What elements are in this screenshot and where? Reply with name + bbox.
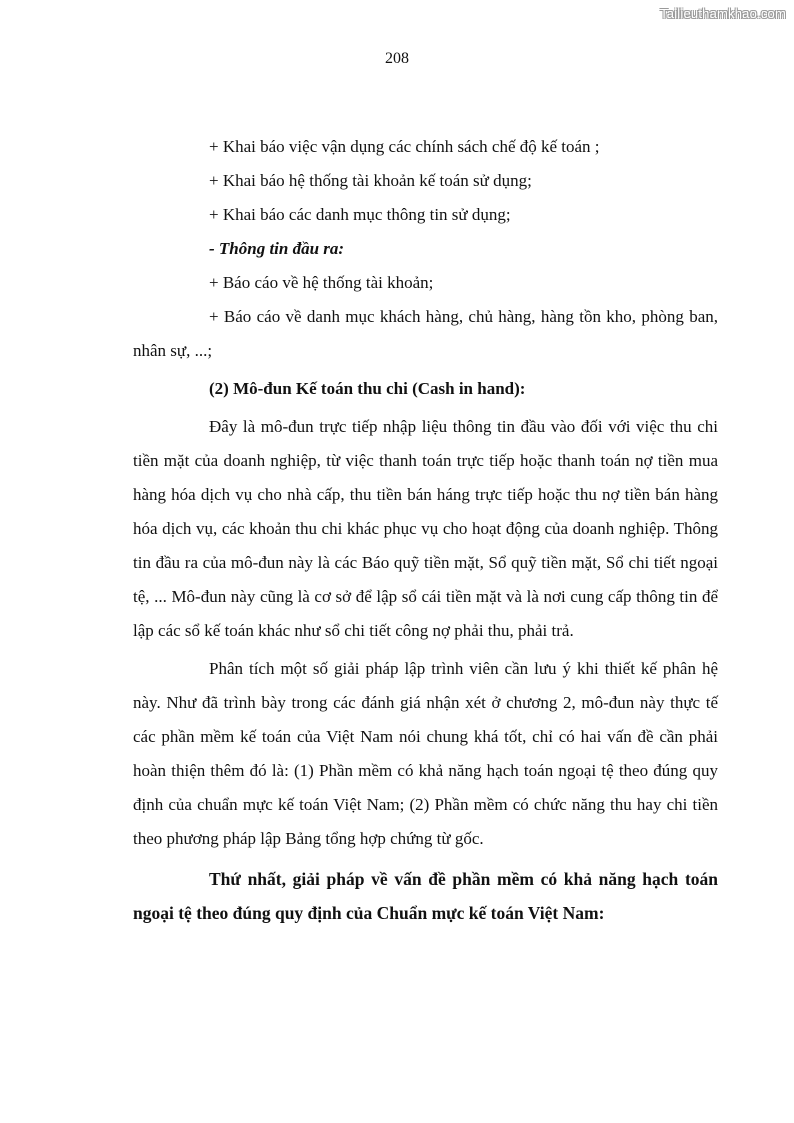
page-number: 208 [385,50,409,67]
body-paragraph: Phân tích một số giải pháp lập trình viên cần lưu ý khi thiết kế phân hệ này. Như đã trình bày trong các đánh giá nhận xét ở chương 2, mô-đun này thực tế các phần mềm kế toán của Việt Nam nói chung khá tốt, chỉ có hai vấn đề cần phải hoàn thiện thêm đó là: (1) Phần mềm có khả năng hạch toán ngoại tệ theo đúng quy định của chuẩn mực kế toán Việt Nam; (2) Phần mềm có chức năng thu hay chi tiền theo phương pháp lập Bảng tổng hợp chứng từ gốc. [133,659,718,848]
module-heading: (2) Mô-đun Kế toán thu chi (Cash in hand): [209,379,526,398]
section-subheading: - Thông tin đầu ra: [209,239,345,258]
list-item: + Khai báo hệ thống tài khoản kế toán sử dụng; [209,171,532,190]
list-item: + Khai báo việc vận dụng các chính sách chế độ kế toán ; [209,137,600,156]
list-item: + Báo cáo về hệ thống tài khoản; [209,273,434,292]
list-item: + Khai báo các danh mục thông tin sử dụng; [209,205,511,224]
section-heading: Thứ nhất, giải pháp về vấn đề phần mềm có khả năng hạch toán ngoại tệ theo đúng quy định của Chuẩn mực kế toán Việt Nam: [133,869,718,923]
list-item: + Báo cáo về danh mục khách hàng, chủ hàng, hàng tồn kho, phòng ban, nhân sự, ...; [133,307,718,360]
document-body [133,130,718,930]
watermark-text: Tailieuthamkhao.com [660,6,786,21]
body-paragraph: Đây là mô-đun trực tiếp nhập liệu thông tin đầu vào đối với việc thu chi tiền mặt của doanh nghiệp, từ việc thanh toán trực tiếp hoặc thanh toán nợ tiền mua hàng hóa dịch vụ cho nhà cấp, thu tiền bán háng trực tiếp hoặc thu nợ tiền bán hàng hóa dịch vụ, các khoản thu chi khác phục vụ cho hoạt động của doanh nghiệp. Thông tin đầu ra của mô-đun này là các Báo quỹ tiền mặt, Sổ quỹ tiền mặt, Sổ chi tiết ngoại tệ, ... Mô-đun này cũng là cơ sở để lập sổ cái tiền mặt và là nơi cung cấp thông tin để lập các sổ kế toán khác như sổ chi tiết công nợ phải thu, phải trả. [133,417,718,640]
